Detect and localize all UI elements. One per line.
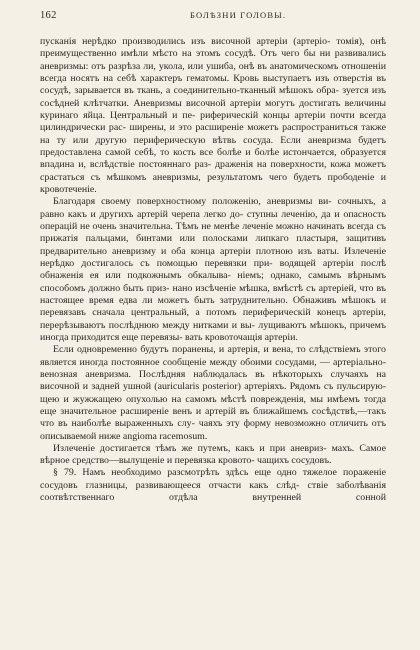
paragraph-treatment: Благодаря своему поверхностному положенію, аневризмы ви- сочныхъ, а равно какъ и другихъ артерій черепа легко до- ступны леченію, да и опасность операцій не очень значительна. Тѣмъ не менѣе леченіе можно начинать всегда съ прижатія пальцами, бинтами или полосками липкаго пластыря, защитивъ предварительно аневризму и оба конца артеріи плотною изъ ваты. Излеченіе нерѣдко достигалось съ помощью перевязки при- водящей артеріи послѣ обнаженія ея или подкожнымъ обкалыва- ніемъ; однако, самымъ вѣрнымъ способомъ должно быть приз- нано изсѣченіе мѣшка, вмѣстѣ съ артеріей, что въ настоящее время едва ли можетъ быть затруднительно. Обнаживъ мѣшокъ и перевязавъ сначала центральный, а потомъ периферическій конецъ артеріи, перерѣзываютъ послѣднюю между нитками и вы- лущиваютъ мѣшокъ, причемъ иногда приходится еще перевязы- вать кровоточащія артеріи. [40,196,386,343]
paragraph-aneurysm-anatomy: пусканія нерѣдко производились изъ височной артеріи (артеріо- томія), онѣ преимущественно имѣли мѣсто на этомъ сосудѣ. Отъ чего бы ни развивались аневризмы: отъ разрѣза ли, укола, или ушиба, онѣ въ анатомическомъ отношеніи всегда носятъ на себѣ характеръ гематомы. Кровь выступаетъ изъ отверстія въ сосудѣ, зарывается въ ткань, а соединительно-тканный мѣшокъ обра- зуется изъ сосѣдней клѣтчатки. Аневризмы височной артеріи могутъ достигать величины куринаго яйца. Центральный и пе- риферическій концы артеріи почти всегда цилиндрически рас- ширены, и это расширеніе можетъ распространиться также на ту или другую периферическую вѣтвь сосуда. Если аневризма будетъ предоставлена самой себѣ, то кость все болѣе и болѣе истончается, образуется впадина и, вслѣдствіе постояннаго раз- драженія на поверхности, кожа можетъ срастаться съ мѣшкомъ аневризмы, результатомъ чего будетъ прободеніе и кровотеченіе. [40,36,386,195]
running-title: БОЛѢЗНИ ГОЛОВЫ. [190,10,287,20]
page-number: 162 [40,10,57,21]
paragraph-arteriovenous-aneurysm: Если одновременно будутъ поранены, и артерія, и вена, то слѣдствіемъ этого является иногда постоянное сообщеніе между обоими сосудами, — артеріально-венозная аневризма. Послѣдняя наблюдалась въ нѣкоторыхъ случаяхъ на височной и задней ушной (auricularis posterior) артеріяхъ. Рядомъ съ пульсирую- щею и жужжащею опухолью на самомъ мѣстѣ поврежденія, мы имѣемъ тогда еще значительное расширеніе венъ и артерій въ ближайшемъ сосѣдствѣ,—такъ что въ наиболѣе выраженныхъ слу- чаяхъ эту форму невозможно отличить отъ описываемой ниже angioma racemosum. [40,344,386,442]
page-header [40,10,386,32]
paragraph-cure: Излеченіе достигается тѣмъ же путемъ, какъ и при аневриз- махъ. Самое вѣрное средство—вылущеніе и перевязка кровото- чащихъ сосудовъ. [40,442,386,467]
body-text [40,36,386,504]
section-79-paragraph: § 79. Намъ необходимо разсмотрѣть здѣсь еще одно тяжелое пораженіе сосудовъ глазницы, развивающееся отчасти какъ слѣд- ствіе заболѣванія соотвѣтственнаго отдѣла внутренней сонной [40,467,386,504]
